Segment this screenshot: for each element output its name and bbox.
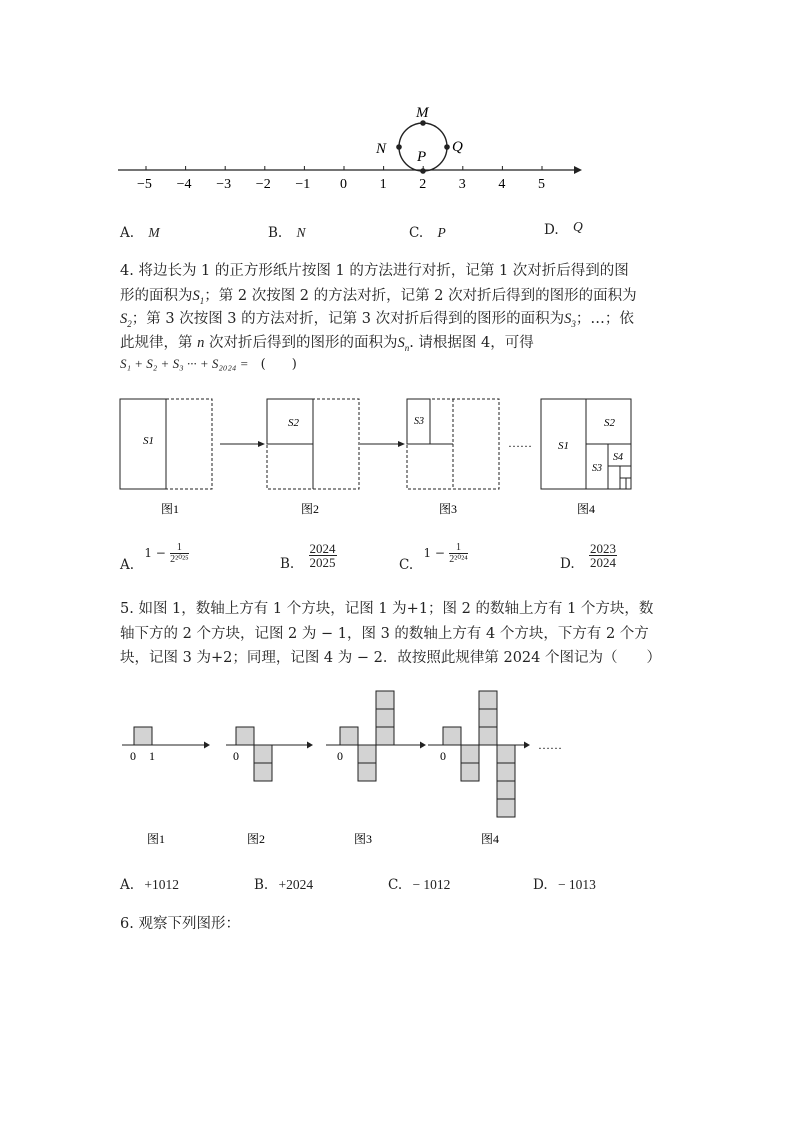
text-fragment: . 请根据图 4，可得 bbox=[409, 335, 534, 351]
q4-line-5 bbox=[120, 353, 297, 376]
q4-line-1: 4. 将边长为 1 的正方形纸片按图 1 的方法进行对折，记第 1 次对折后得到的图 bbox=[120, 263, 629, 279]
text-fragment: 此规律，第 bbox=[120, 335, 193, 351]
axis-tick-label: 3 bbox=[458, 177, 466, 192]
sn-symbol bbox=[397, 335, 409, 351]
option-letter: C. bbox=[399, 557, 414, 573]
option-fraction bbox=[589, 542, 617, 570]
axis-tick-label: 1 bbox=[379, 177, 387, 192]
s-letter: S bbox=[120, 311, 128, 327]
option-letter: C. bbox=[409, 225, 424, 241]
point-q-label: Q bbox=[452, 139, 463, 155]
fig3-zero: 0 bbox=[337, 749, 343, 763]
s-subscript: n bbox=[404, 342, 410, 353]
option-letter: B. bbox=[254, 877, 269, 893]
point-q-dot bbox=[444, 144, 450, 150]
fig1-caption: 图1 bbox=[161, 502, 180, 516]
point-m-label: M bbox=[416, 105, 429, 121]
option-letter: A. bbox=[120, 225, 135, 241]
point-m-dot bbox=[420, 120, 426, 126]
s-subscript: 3 bbox=[571, 318, 576, 329]
fig3-caption: 图3 bbox=[439, 502, 458, 516]
fraction-numerator: 2023 bbox=[589, 541, 616, 556]
s-subscript: 2 bbox=[127, 318, 132, 329]
s-letter: S bbox=[192, 288, 200, 304]
fig4-caption: 图4 bbox=[481, 832, 500, 846]
axis-tick-label: 2 bbox=[419, 177, 427, 192]
fig4-caption: 图4 bbox=[577, 502, 596, 516]
text-fragment: ；第 2 次按图 2 的方法对折，记第 2 次对折后得到的图形的面积为 bbox=[204, 288, 637, 304]
fraction-denominator: 2025 bbox=[309, 555, 336, 570]
point-n-label: N bbox=[376, 141, 387, 157]
point-n-dot bbox=[396, 144, 402, 150]
fig2-caption: 图2 bbox=[247, 832, 266, 846]
q4-option-b[interactable] bbox=[280, 542, 337, 570]
fig4-s4-label: S4 bbox=[613, 452, 623, 463]
q4-option-d[interactable] bbox=[560, 542, 617, 570]
number-line-figure bbox=[110, 95, 590, 195]
q5-line-2: 轴下方的 2 个方块，记图 2 为 − 1，图 3 的数轴上方有 4 个方块，下方有 2 个方 bbox=[120, 626, 649, 642]
arrow-2-head-icon bbox=[398, 441, 405, 447]
q4-option-c[interactable] bbox=[399, 542, 468, 573]
fig3-s3-label: S3 bbox=[414, 416, 424, 427]
text-fragment: 形的面积为 bbox=[120, 288, 193, 304]
sum-expression: S₁ + S₂ + S₃ ··· + S₂₀₂₄ = bbox=[120, 356, 249, 371]
fig1-zero: 0 bbox=[130, 749, 136, 763]
option-value: N bbox=[296, 225, 306, 240]
fraction-numerator: 1 bbox=[170, 542, 189, 554]
fig1-block bbox=[134, 727, 152, 745]
option-prefix: 1 − bbox=[144, 546, 166, 560]
option-letter: B. bbox=[268, 225, 283, 241]
option-letter: C. bbox=[388, 877, 403, 893]
fig2-caption: 图2 bbox=[301, 502, 320, 516]
fig4-s2-label: S2 bbox=[604, 417, 615, 429]
option-fraction bbox=[309, 542, 337, 570]
dots: …… bbox=[508, 436, 532, 450]
option-value: − 1012 bbox=[412, 877, 451, 892]
axis-arrow-icon bbox=[574, 166, 582, 174]
axis-tick-label: −5 bbox=[137, 177, 152, 192]
option-value: Q bbox=[572, 219, 583, 234]
fig3-arrow-icon bbox=[420, 742, 426, 749]
q5-option-c[interactable] bbox=[388, 877, 450, 893]
point-p-label: P bbox=[417, 149, 427, 165]
s-subscript: 1 bbox=[199, 295, 205, 306]
q4-option-a[interactable] bbox=[120, 542, 189, 573]
q6-line-1: 6. 观察下列图形： bbox=[120, 916, 240, 932]
option-value: − 1013 bbox=[557, 877, 596, 892]
s1-symbol bbox=[193, 288, 205, 304]
dots: …… bbox=[538, 738, 562, 752]
fig1-dashed-half bbox=[166, 399, 212, 489]
option-letter: B. bbox=[280, 555, 295, 572]
option-letter: D. bbox=[533, 877, 548, 893]
text-fragment: ；…；依 bbox=[575, 311, 634, 327]
q3-option-b[interactable] bbox=[268, 225, 306, 241]
fig2-zero: 0 bbox=[233, 749, 239, 763]
fig4-s3-label: S3 bbox=[592, 463, 602, 474]
q5-option-d[interactable] bbox=[533, 877, 596, 893]
axis-tick-label: −4 bbox=[176, 177, 192, 192]
axis-tick-label: 0 bbox=[340, 177, 347, 192]
fig3-caption: 图3 bbox=[354, 832, 373, 846]
q3-option-c[interactable] bbox=[409, 225, 446, 241]
option-fraction bbox=[449, 542, 468, 565]
fig1-arrow-icon bbox=[204, 742, 210, 749]
q5-line-3: 块，记图 3 为+2；同理，记图 4 为 − 2．故按照此规律第 2024 个图记为（ ） bbox=[120, 650, 661, 666]
q5-option-b[interactable] bbox=[254, 877, 313, 893]
option-value: M bbox=[148, 225, 160, 240]
axis-tick-label: 5 bbox=[538, 177, 545, 192]
axis-tick-label: 4 bbox=[498, 177, 506, 192]
option-letter: A. bbox=[120, 877, 135, 893]
fraction-denominator: 2²⁰²⁴ bbox=[449, 554, 468, 565]
q3-option-d[interactable] bbox=[544, 219, 583, 238]
fig1-s1-label: S1 bbox=[143, 435, 154, 447]
block-figures bbox=[110, 685, 580, 850]
fraction-denominator: 2²⁰²⁵ bbox=[170, 554, 189, 565]
fraction-numerator: 2024 bbox=[309, 541, 336, 556]
n-symbol: n bbox=[197, 335, 205, 351]
axis-tick-label: −1 bbox=[295, 177, 311, 192]
fig4-zero: 0 bbox=[440, 749, 446, 763]
arrow-1-head-icon bbox=[258, 441, 265, 447]
fraction-numerator: 1 bbox=[449, 542, 468, 554]
point-p-dot bbox=[420, 168, 426, 174]
fig4-s1-label: S1 bbox=[558, 440, 569, 452]
s2-symbol bbox=[120, 311, 132, 327]
option-value: +2024 bbox=[278, 877, 314, 892]
fig1-one: 1 bbox=[149, 749, 155, 763]
option-value: +1012 bbox=[144, 877, 179, 892]
option-letter: A. bbox=[120, 557, 135, 573]
answer-blank: ( ) bbox=[260, 357, 297, 372]
option-prefix: 1 − bbox=[423, 546, 445, 560]
text-fragment: 次对折后得到的图形的面积为 bbox=[208, 335, 398, 351]
fig2-s2-label: S2 bbox=[288, 417, 299, 429]
fig1-caption: 图1 bbox=[147, 832, 166, 846]
fig4-arrow-icon bbox=[524, 742, 530, 749]
s3-symbol bbox=[564, 311, 576, 327]
q5-option-a[interactable] bbox=[120, 877, 179, 893]
fig2-arrow-icon bbox=[307, 742, 313, 749]
q4-line-3 bbox=[120, 308, 634, 335]
option-letter: D. bbox=[560, 555, 575, 572]
s-letter: S bbox=[397, 335, 405, 351]
option-letter: D. bbox=[544, 222, 559, 238]
folding-figures bbox=[110, 392, 650, 524]
axis-tick-label: −3 bbox=[216, 177, 232, 192]
text-fragment: ；第 3 次按图 3 的方法对折，记第 3 次对折后得到的图形的面积为 bbox=[131, 311, 565, 327]
option-fraction bbox=[170, 542, 189, 565]
option-value: P bbox=[437, 225, 446, 240]
axis-tick-label: −2 bbox=[255, 177, 271, 192]
q5-line-1: 5. 如图 1，数轴上方有 1 个方块，记图 1 为+1；图 2 的数轴上方有 1 个方块，数 bbox=[120, 601, 654, 617]
fraction-denominator: 2024 bbox=[589, 555, 616, 570]
q3-option-a[interactable] bbox=[120, 225, 160, 241]
s-letter: S bbox=[564, 311, 572, 327]
